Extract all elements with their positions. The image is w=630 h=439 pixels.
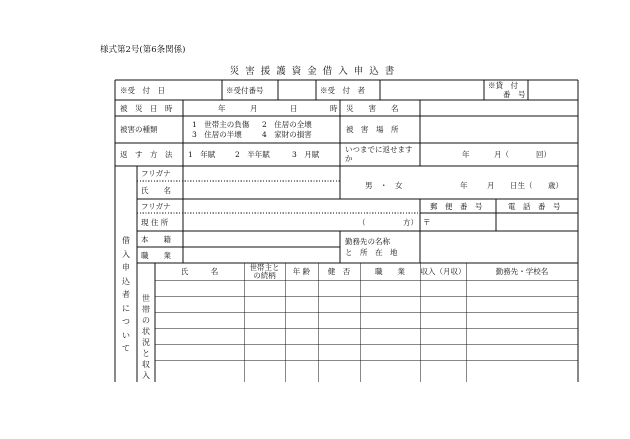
- repay-by-when-label: いつまでに返せますか: [345, 145, 413, 163]
- vertical-char: 借: [122, 236, 130, 245]
- disaster-month: 月: [250, 104, 258, 113]
- vertical-char: 込: [122, 276, 130, 286]
- damage-place-label: 被 害 場 所: [346, 125, 399, 134]
- form-number: 様式第2号(第6条関係): [100, 45, 186, 55]
- damage-option-3: 3 住居の半壊: [192, 130, 242, 139]
- birth-day: 日生（: [510, 181, 533, 190]
- repay-month: 月（: [494, 150, 509, 159]
- address-label: 現 住 所: [141, 218, 169, 227]
- repay-times: 回）: [536, 150, 551, 159]
- hh-col-income: 収入（月収）: [420, 267, 466, 276]
- postal-code-label: 郵 便 番 号: [430, 202, 483, 211]
- vertical-char: 収: [142, 360, 150, 369]
- occupation-label: 職 業: [141, 251, 171, 260]
- household-section-label: [141, 293, 151, 381]
- disaster-day: 日: [290, 104, 298, 113]
- applicant-section-label: [121, 234, 131, 356]
- disaster-date-label: 被 災 日 時: [120, 104, 173, 113]
- hh-col-relation-1: 世帯主と: [249, 263, 280, 272]
- birth-year: 年: [460, 181, 468, 190]
- gender-options: 男 ・ 女: [365, 181, 403, 190]
- hh-col-relation-2: の続柄: [253, 271, 276, 280]
- hh-col-workplace: 勤務先・学校名: [495, 267, 549, 276]
- vertical-char: 状: [142, 327, 150, 336]
- vertical-char: 入: [142, 371, 150, 380]
- vertical-char: に: [122, 303, 130, 313]
- loan-number-label-2: 番 号: [488, 90, 526, 99]
- damage-option-4: 4 家財の損害: [262, 130, 312, 139]
- repay-option-3: 3 月賦: [292, 150, 320, 159]
- vertical-char: 況: [142, 338, 150, 347]
- vertical-char: 入: [122, 249, 130, 259]
- damage-option-2: 2 住居の全壊: [262, 120, 312, 129]
- applicant-name-label: 氏 名: [141, 186, 171, 195]
- furigana-label-2: フリガナ: [141, 202, 171, 211]
- repay-option-1: 1 年賦: [188, 150, 216, 159]
- hh-col-name: 氏 名: [180, 267, 219, 276]
- damage-type-label: 被害の種類: [120, 125, 158, 134]
- vertical-char: の: [142, 316, 150, 325]
- birth-age: 歳）: [548, 181, 563, 190]
- employer-label-2: と 所 在 地: [345, 248, 398, 257]
- phone-label: 電 話 番 号: [508, 202, 561, 211]
- postal-mark: 〒: [423, 218, 431, 227]
- birth-month: 月: [487, 181, 495, 190]
- receipt-number-label: ※受付番号: [226, 86, 264, 95]
- disaster-year: 年: [218, 104, 226, 113]
- vertical-char: て: [122, 344, 130, 353]
- receiver-label: ※受 付 者: [320, 86, 365, 95]
- vertical-char: 申: [122, 263, 130, 272]
- repay-option-2: 2 半年賦: [235, 150, 270, 159]
- form-title: 災害援護資金借入申込書: [229, 66, 401, 77]
- furigana-label-1: フリガナ: [141, 169, 171, 178]
- vertical-char: と: [142, 349, 150, 358]
- household-head-marker: （ 方）: [358, 218, 418, 227]
- disaster-hour: 時: [330, 104, 338, 113]
- hh-col-age: 年 齢: [292, 267, 311, 276]
- vertical-char: 者: [122, 290, 130, 299]
- loan-number-label-1: ※貸 付: [488, 81, 518, 90]
- vertical-char: 帯: [142, 305, 150, 314]
- employer-label-1: 勤務先の名称: [345, 237, 390, 246]
- vertical-char: 世: [142, 294, 150, 303]
- hh-col-occupation: 職 業: [375, 267, 405, 276]
- damage-option-1: 1 世帯主の負傷: [192, 120, 250, 129]
- vertical-char: い: [122, 330, 130, 340]
- hh-col-health: 健 否: [327, 267, 351, 276]
- repay-method-label: 返 す 方 法: [120, 150, 173, 159]
- repay-year: 年: [462, 150, 470, 159]
- vertical-char: つ: [122, 317, 130, 326]
- receipt-date-label: ※受 付 日: [120, 86, 165, 95]
- disaster-name-label: 災 害 名: [346, 104, 399, 113]
- domicile-label: 本 籍: [141, 235, 171, 244]
